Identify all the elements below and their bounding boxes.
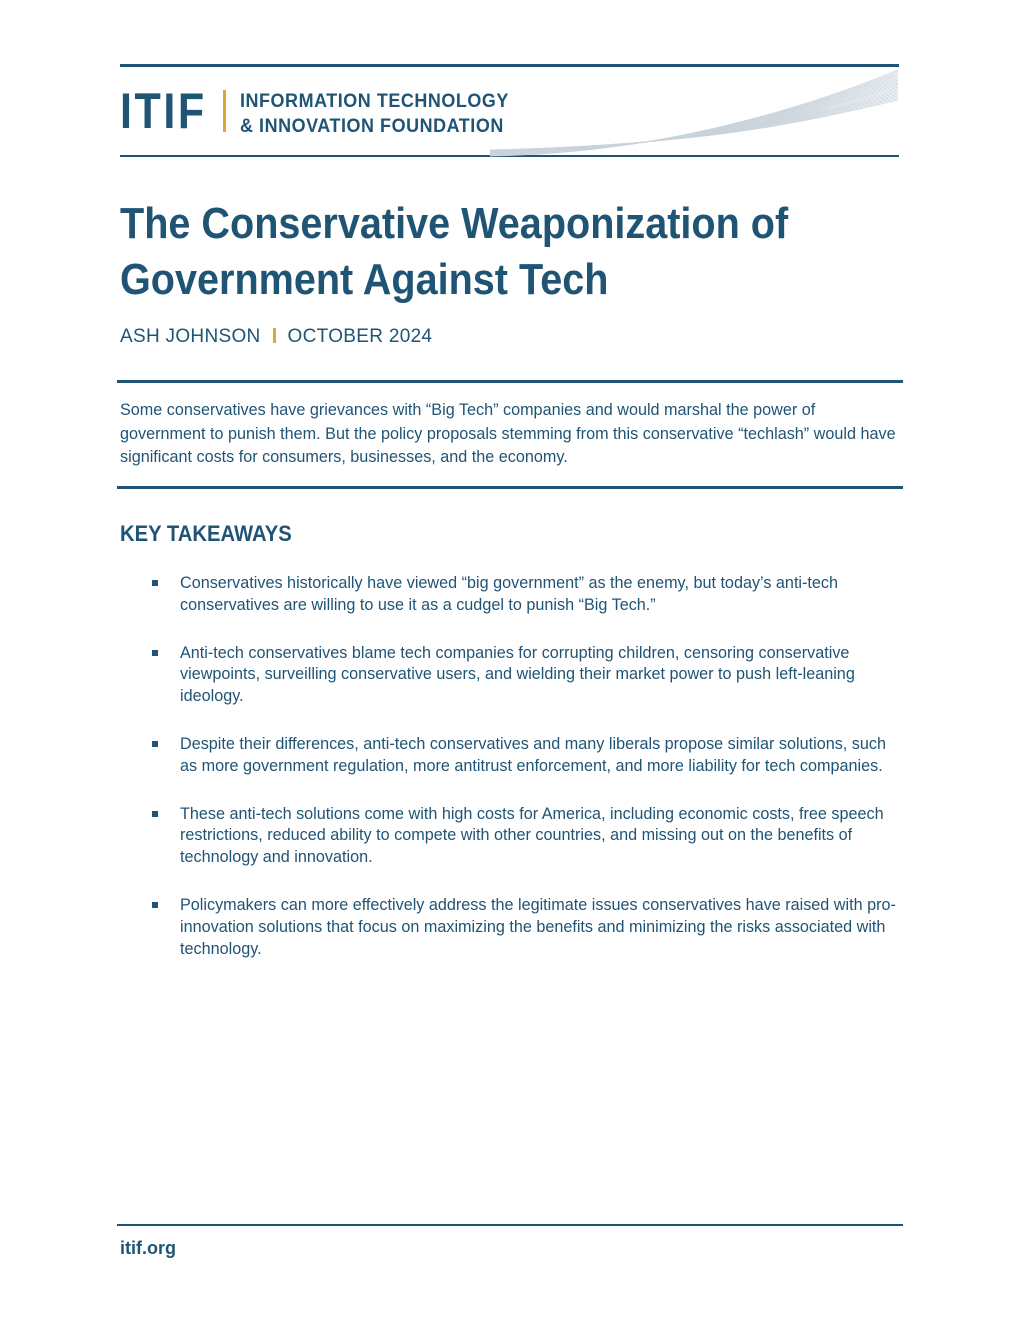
- author-name: ASH JOHNSON: [120, 326, 261, 347]
- page-title: [120, 196, 804, 308]
- wave-line: [490, 83, 898, 154]
- byline: [120, 325, 432, 349]
- abstract-text: Some conservatives have grievances with “Big Tech” companies and would marshal the power of government to punish them. But the policy proposals stemming from this conservative “techlash” would have significant costs for consumers, businesses, and the economy.: [120, 401, 896, 466]
- bullet-icon: [152, 811, 158, 817]
- wave-line: [490, 81, 898, 153]
- wave-line: [490, 80, 898, 154]
- takeaway-text: Policymakers can more effectively address the legitimate issues conservatives have raised with pro-innovation solutions that focus on maximizing the benefits and minimizing the risks associated with technology.: [180, 895, 896, 958]
- abstract-bottom-rule: [117, 486, 903, 489]
- takeaway-text: Anti-tech conservatives blame tech companies for corrupting children, censoring conservative viewpoints, surveilling conservative users, and wielding their market power to push left-leaning ideology.: [180, 643, 855, 706]
- takeaway-text: Conservatives historically have viewed “big government” as the enemy, but today’s anti-tech conservatives are willing to use it as a cudgel to punish “Big Tech.”: [180, 574, 839, 614]
- key-takeaways-heading: KEY TAKEAWAYS: [120, 521, 292, 546]
- wave-line: [490, 90, 898, 152]
- list-item: [120, 643, 902, 708]
- list-item: [120, 895, 902, 960]
- wave-line: [490, 97, 898, 150]
- footer-website-link[interactable]: itif.org: [120, 1238, 176, 1258]
- wave-line: [490, 99, 898, 151]
- itif-logo-mark[interactable]: ITIF: [120, 83, 207, 139]
- abstract-top-rule: [117, 380, 903, 383]
- bullet-icon: [152, 650, 158, 656]
- logo-divider: [223, 90, 226, 132]
- wave-line: [490, 74, 898, 155]
- wave-line: [490, 77, 898, 154]
- byline-separator: [273, 328, 276, 343]
- wave-line: [490, 76, 898, 155]
- bullet-icon: [152, 580, 158, 586]
- takeaway-text: These anti-tech solutions come with high costs for America, including economic costs, free speech restrictions, reduced ability to compete with other countries, and missing out on the benefits of technology and innovation.: [180, 804, 884, 867]
- itif-logo-wordmark[interactable]: [240, 89, 509, 139]
- wave-line: [490, 79, 898, 155]
- header-wave-graphic: [480, 66, 900, 158]
- key-takeaways-list: [120, 573, 902, 986]
- publication-date: OCTOBER 2024: [287, 326, 433, 347]
- logo-line-1: INFORMATION TECHNOLOGY: [240, 90, 509, 112]
- list-item: [120, 573, 902, 617]
- takeaway-text: Despite their differences, anti-tech conservatives and many liberals propose similar solutions, such as more government regulation, more antitrust enforcement, and more liability for tech companies.: [180, 734, 886, 775]
- bullet-icon: [152, 902, 158, 908]
- list-item: [120, 734, 902, 778]
- wave-line: [490, 84, 898, 153]
- list-item: [120, 804, 902, 869]
- logo-line-2: & INNOVATION FOUNDATION: [240, 115, 504, 137]
- footer-rule: [117, 1224, 903, 1226]
- title-line-2: Government Against Tech: [120, 255, 609, 304]
- bullet-icon: [152, 741, 158, 747]
- title-line-1: The Conservative Weaponization of: [120, 199, 789, 248]
